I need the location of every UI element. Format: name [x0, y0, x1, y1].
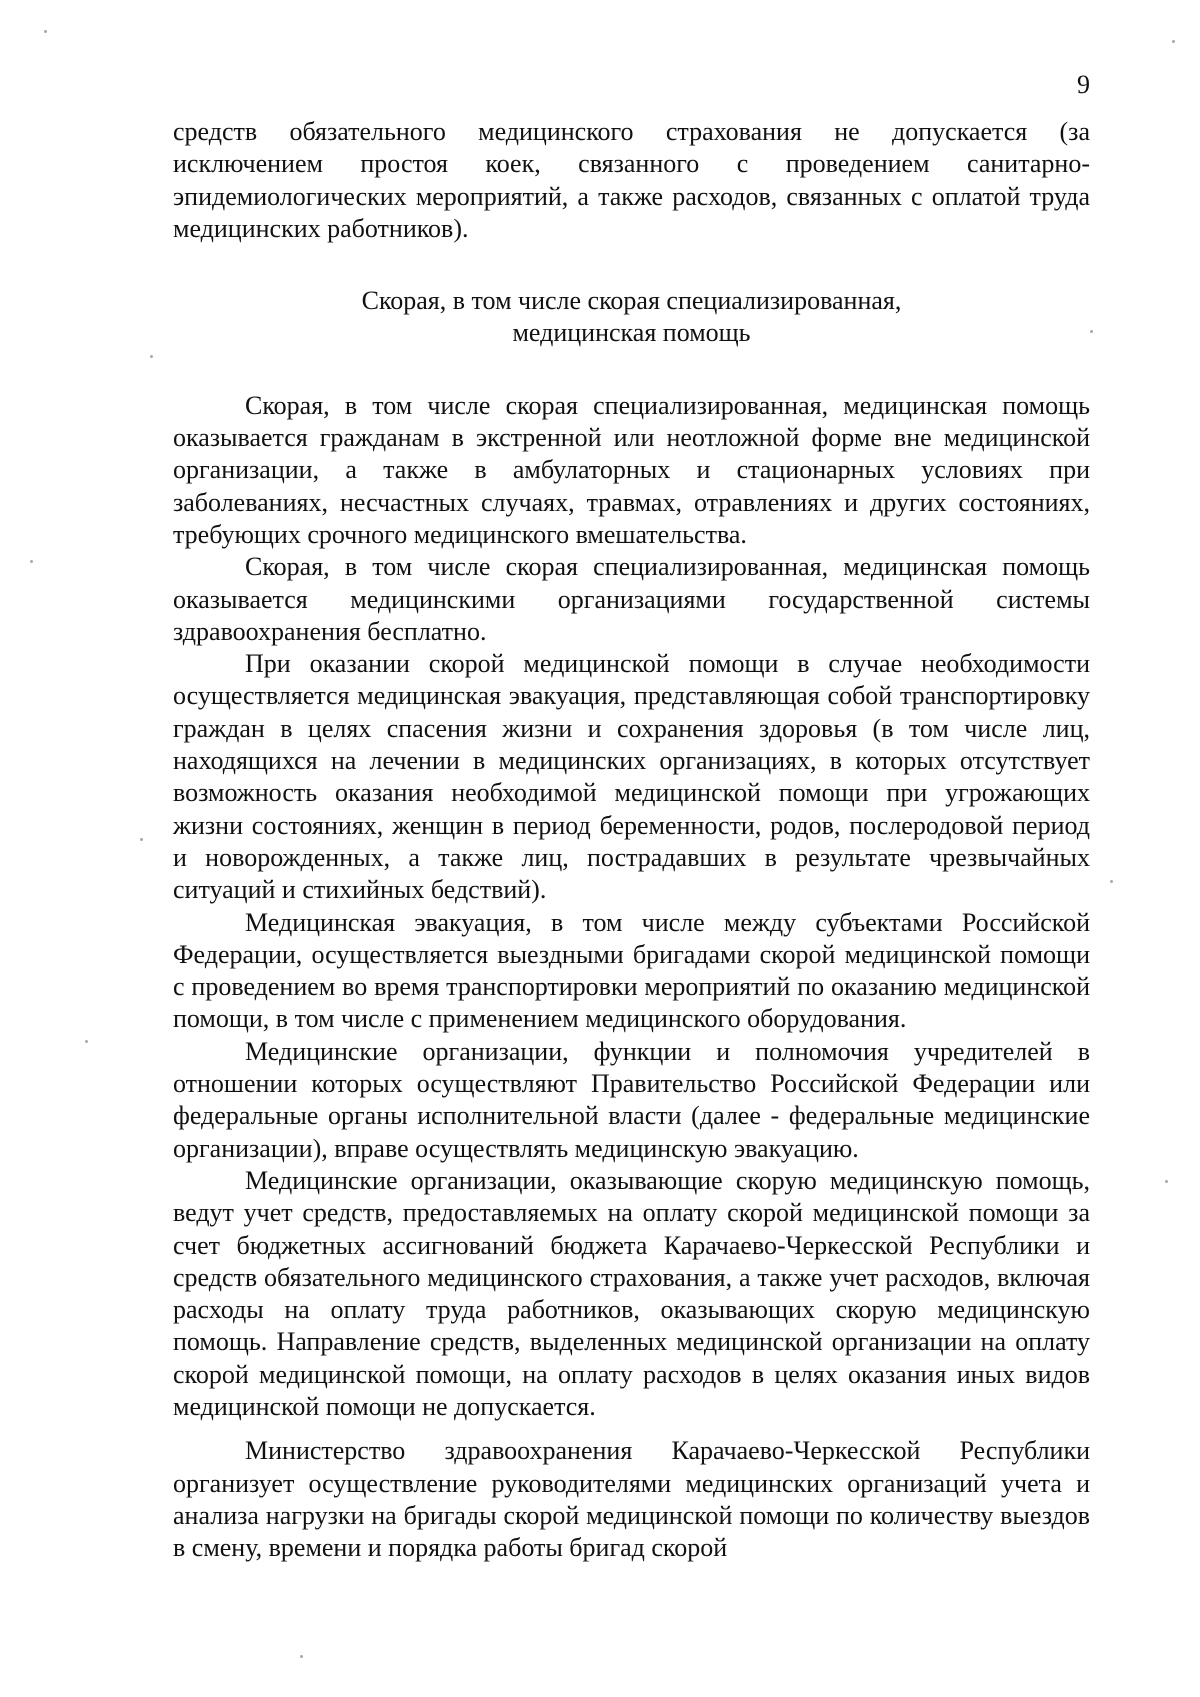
section-heading [173, 285, 1090, 350]
paragraph-6: Медицинские организации, оказывающие скорую медицинскую помощь, ведут учет средств, предоставляемых на оплату скорой медицинской помощи за счет бюджетных ассигнований бюджета Карачаево-Черкесской Республики и средств обязательного медицинского страхования, а также учет расходов, включая расходы на оплату труда работников, оказывающих скорую медицинскую помощь. Направление средств, выделенных медицинской организации на оплату скорой медицинской помощи, на оплату расходов в целях оказания иных видов медицинской помощи не допускается. [173, 1165, 1090, 1421]
scan-speck [300, 1655, 303, 1658]
scan-speck [1172, 40, 1175, 43]
scan-speck [140, 838, 143, 841]
scan-speck [30, 560, 33, 563]
scan-speck [1090, 330, 1093, 333]
scan-speck [44, 30, 47, 33]
section-heading-line-1: Скорая, в том числе скорая специализированная, [361, 286, 902, 316]
document-body [173, 116, 1090, 1564]
paragraph-3: При оказании скорой медицинской помощи в случае необходимости осуществляется медицинская эвакуация, представляющая собой транспортировку граждан в целях спасения жизни и сохранения здоровья (в том числе лиц, находящихся на лечении в медицинских организациях, в которых отсутствует возможность оказания необходимой медицинской помощи при угрожающих жизни состояниях, женщин в период беременности, родов, послеродовой период и новорожденных, а также лиц, пострадавших в результате чрезвычайных ситуаций и стихийных бедствий). [173, 649, 1090, 905]
scan-speck [85, 1040, 88, 1043]
scan-speck [150, 355, 153, 358]
page-number: 9 [1077, 70, 1090, 99]
section-heading-line-2: медицинская помощь [512, 318, 751, 348]
paragraph-7: Министерство здравоохранения Карачаево-Черкесской Республики организует осуществление руководителями медицинских организаций учета и анализа нагрузки на бригады скорой медицинской помощи по количеству выездов в смену, времени и порядка работы бригад скорой [173, 1436, 1090, 1563]
scan-speck [1110, 880, 1113, 883]
paragraph-2: Скорая, в том числе скорая специализированная, медицинская помощь оказывается медицинскими организациями государственной системы здравоохранения бесплатно. [173, 552, 1090, 646]
paragraph-1: Скорая, в том числе скорая специализированная, медицинская помощь оказывается гражданам в экстренной или неотложной форме вне медицинской организации, а также в амбулаторных и стационарных условиях при заболеваниях, несчастных случаях, травмах, отравлениях и других состояниях, требующих срочного медицинского вмешательства. [173, 390, 1090, 549]
scan-speck [1165, 1180, 1168, 1183]
intro-paragraph: средств обязательного медицинского страхования не допускается (за исключением простоя коек, связанного с проведением санитарно-эпидемиологических мероприятий, а также расходов, связанных с оплатой труда медицинских работников). [173, 117, 1090, 243]
paragraph-4: Медицинская эвакуация, в том числе между субъектами Российской Федерации, осуществляется выездными бригадами скорой медицинской помощи с проведением во время транспортировки мероприятий по оказанию медицинской помощи, в том числе с применением медицинского оборудования. [173, 907, 1090, 1034]
paragraph-5: Медицинские организации, функции и полномочия учредителей в отношении которых осуществляют Правительство Российской Федерации или федеральные органы исполнительной власти (далее - федеральные медицинские организации), вправе осуществлять медицинскую эвакуацию. [173, 1036, 1090, 1163]
